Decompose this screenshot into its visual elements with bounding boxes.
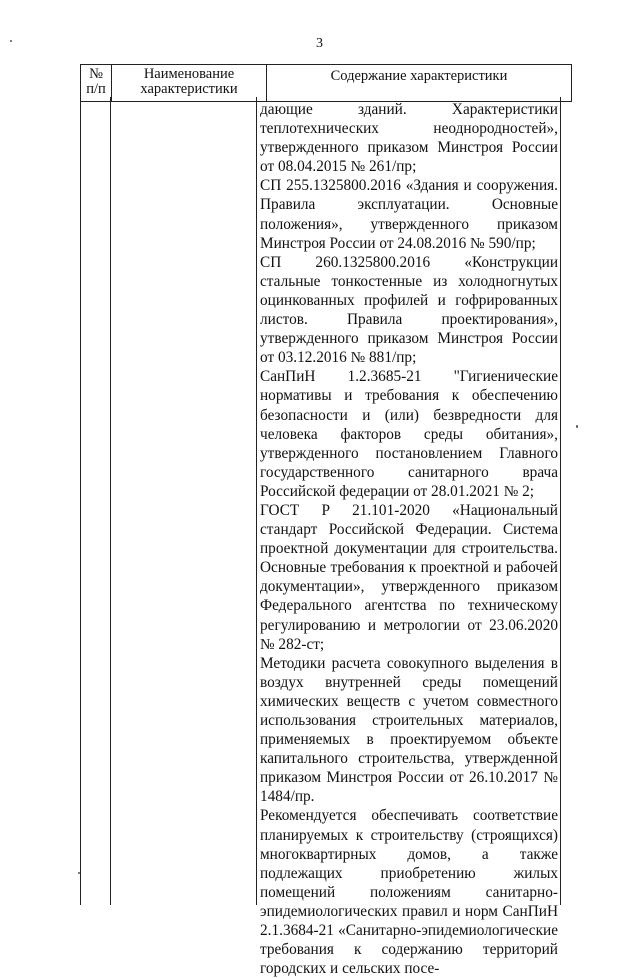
header-content: Содержание характеристики bbox=[267, 65, 572, 102]
header-number: № п/п bbox=[81, 65, 112, 102]
table-border-left bbox=[80, 97, 81, 905]
content-paragraph: ГОСТ Р 21.101-2020 «Национальный стандарт Российской Федерации. Система проектной документации для строительства. Основные требования к проектной и рабочей документации», утвержденного приказом Федерального агентства по техническому регулированию и метрологии от 23.06.2020 № 282-ст; bbox=[260, 501, 558, 653]
content-paragraph: СП 255.1325800.2016 «Здания и сооружения. Правила эксплуатации. Основные положения», утвержденного приказом Минстроя России от 24.08.2016 № 590/пр; bbox=[260, 177, 558, 252]
table-border-name bbox=[256, 97, 257, 905]
scan-speck bbox=[78, 872, 80, 874]
content-paragraph: Рекомендуется обеспечивать соответствие планируемых к строительству (строящихся) многоквартирных домов, а также подлежащих приобретению жилых помещений положениям санитарно-эпидемиологических правил и норм СанПиН 2.1.3684-21 «Санитарно-эпидемиологические требования к содержанию территорий городских и сельских посе- bbox=[260, 807, 558, 978]
table-border-number bbox=[110, 97, 111, 905]
scan-speck bbox=[576, 425, 578, 428]
table-border-right bbox=[560, 97, 561, 905]
scan-speck bbox=[10, 40, 12, 42]
header-name: Наименование характеристики bbox=[112, 65, 267, 102]
page-number: 3 bbox=[316, 36, 323, 51]
content-paragraph: Методики расчета совокупного выделения в воздух внутренней среды помещений химических веществ с учетом совместного использования строительных материалов, применяемых в проектируемом объекте капитального строительства, утвержденной приказом Минстроя России от 26.10.2017 № 1484/пр. bbox=[260, 654, 558, 806]
content-paragraph: СП 260.1325800.2016 «Конструкции стальные тонкостенные из холодногнутых оцинкованных профилей и гофрированных листов. Правила проектирования», утвержденного приказом Минстроя России от 03.12.2016 № 881/пр; bbox=[260, 253, 558, 367]
content-cell-text bbox=[260, 100, 558, 978]
content-paragraph: СанПиН 1.2.3685-21 "Гигиенические нормативы и требования к обеспечению безопасности и (или) безвредности для человека факторов среды обитания», утвержденного постановлением Главного государственного санитарного врача Российской федерации от 28.01.2021 № 2; bbox=[260, 368, 558, 500]
characteristics-table bbox=[80, 64, 572, 102]
content-paragraph: дающие зданий. Характеристики теплотехнических неоднородностей», утвержденного приказом Минстроя России от 08.04.2015 № 261/пр; bbox=[260, 101, 558, 176]
table-header-row bbox=[81, 65, 572, 102]
